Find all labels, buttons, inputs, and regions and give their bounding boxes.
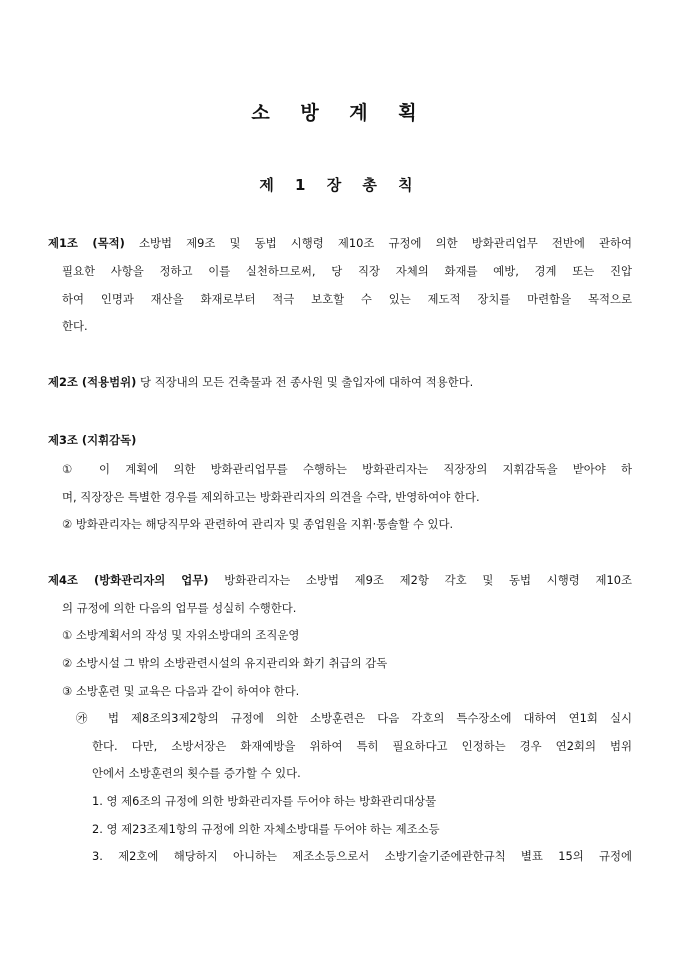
article-1-line-3: 하여 인명과 재산을 화재로부터 적극 보호할 수 있는 제도적 장치를 마련함을 목적으로	[62, 292, 632, 306]
article-1-line-1	[48, 235, 632, 251]
article-3-line-1: ① 이 계획에 의한 방화관리업무를 수행하는 방화관리자는 직장장의 지휘감독을 받아야 하	[62, 462, 632, 476]
article-4-item-2: ② 소방시설 그 밖의 소방관련시설의 유지관리와 화기 취급의 감독	[62, 656, 388, 670]
article-4-heading: 제4조 (방화관리자의 업무)	[48, 573, 209, 587]
article-4-line-2: 의 규정에 의한 다음의 업무를 성실히 수행한다.	[62, 601, 297, 615]
article-4-numbered-2: 2. 영 제23조제1항의 규정에 의한 자체소방대를 두어야 하는 제조소등	[92, 822, 440, 836]
article-3-line-3: ② 방화관리자는 해당직무와 관련하여 관리자 및 종업원을 지휘·통솔할 수 있다.	[62, 517, 454, 531]
article-4-line-1	[48, 572, 632, 588]
article-4-text: 방화관리자는 소방법 제9조 제2항 각호 및 동법 시행령 제10조	[208, 573, 632, 587]
article-4-numbered-3: 3. 제2호에 해당하지 아니하는 제조소등으로서 소방기술기준에관한규칙 별표 15의 규정에	[92, 849, 632, 863]
article-1-text: 소방법 제9조 및 동법 시행령 제10조 규정에 의한 방화관리업무 전반에 관하여	[124, 236, 632, 250]
document-title: 소 방 계 획	[251, 102, 429, 124]
article-1-heading: 제1조 (목적)	[48, 236, 125, 250]
article-4-item-1: ① 소방계획서의 작성 및 자위소방대의 조직운영	[62, 628, 300, 642]
article-3-line-2: 며, 직장장은 특별한 경우를 제외하고는 방화관리자의 의견을 수락, 반영하여야 한다.	[62, 490, 480, 504]
article-2-heading: 제2조 (적용범위)	[48, 375, 137, 389]
article-1-line-4: 한다.	[62, 319, 88, 333]
article-3-heading: 제3조 (지휘감독)	[48, 433, 137, 447]
article-4-item-3: ③ 소방훈련 및 교육은 다음과 같이 하여야 한다.	[62, 684, 300, 698]
article-4-numbered-1: 1. 영 제6조의 규정에 의한 방화관리자를 두어야 하는 방화관리대상물	[92, 794, 437, 808]
chapter-title: 제 1 장 총 칙	[259, 176, 421, 194]
article-1-line-2: 필요한 사항을 정하고 이를 실천하므로써, 당 직장 자체의 화재를 예방, 경계 또는 진압	[62, 264, 632, 278]
article-2-text: 당 직장내의 모든 건축물과 전 종사원 및 출입자에 대하여 적용한다.	[136, 375, 474, 389]
article-4-subitem-ga-line-2: 한다. 다만, 소방서장은 화재예방을 위하여 특히 필요하다고 인정하는 경우 연2회의 범위	[92, 739, 632, 753]
article-4-subitem-ga-line-1: ㉮ 법 제8조의3제2항의 규정에 의한 소방훈련은 다음 각호의 특수장소에 대하여 연1회 실시	[76, 711, 632, 725]
article-2-line	[48, 374, 632, 390]
article-4-subitem-ga-line-3: 안에서 소방훈련의 횟수를 증가할 수 있다.	[92, 766, 301, 780]
